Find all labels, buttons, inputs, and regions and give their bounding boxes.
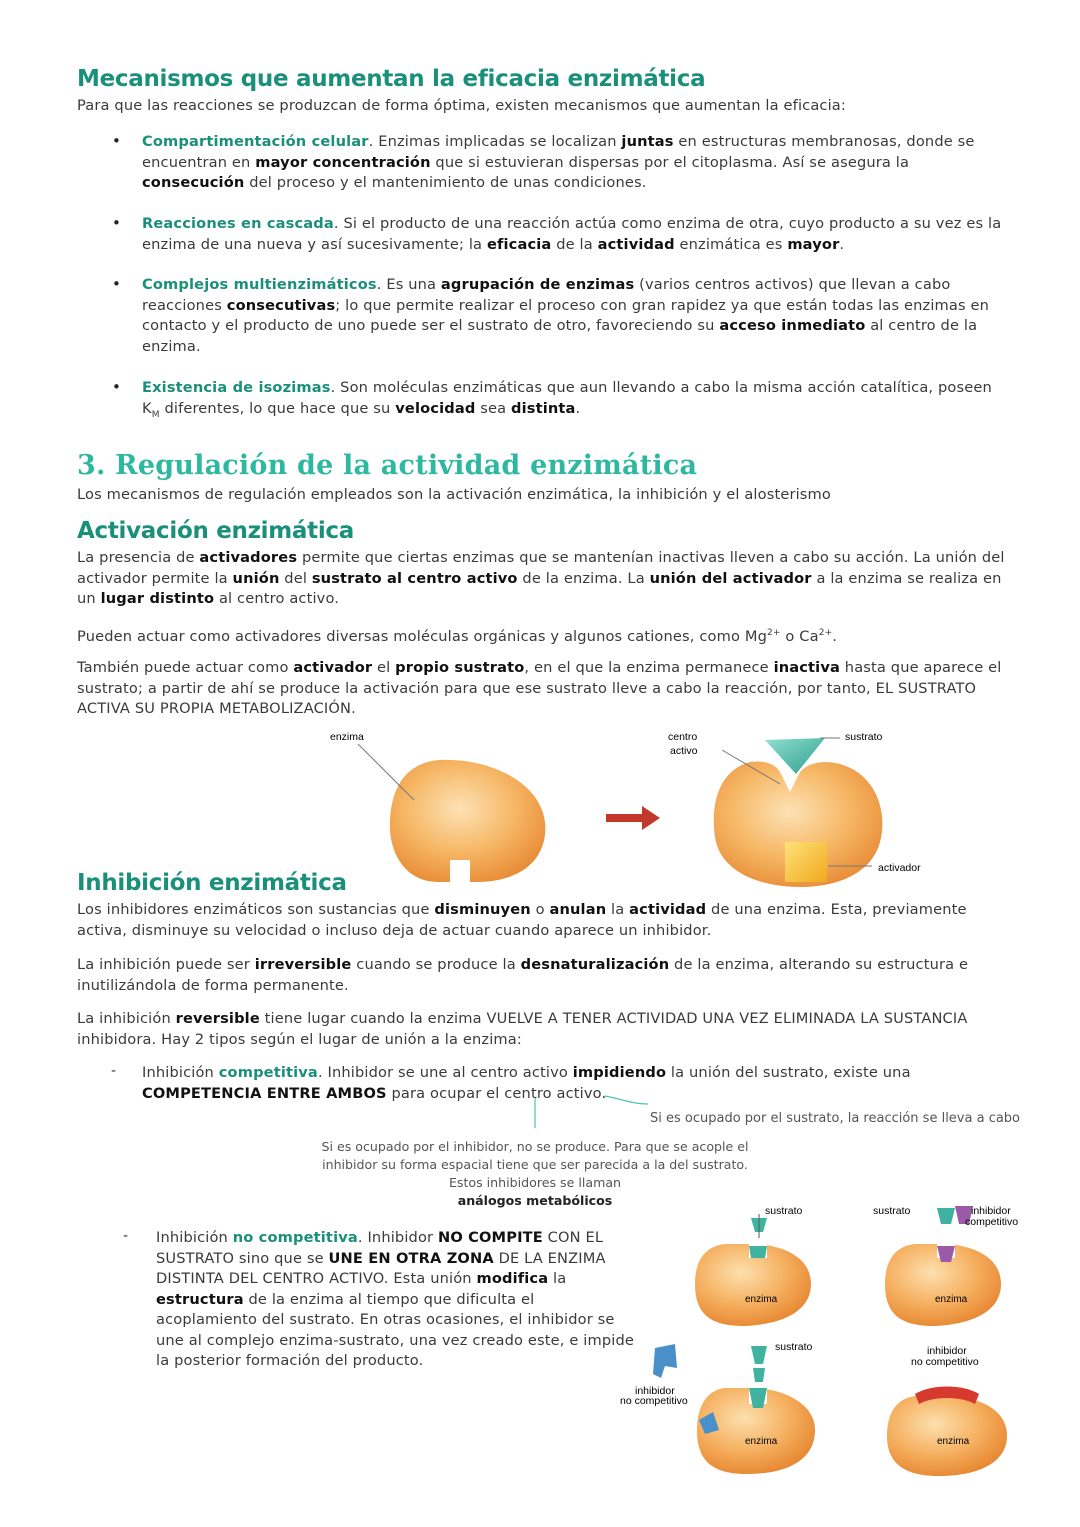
annotation-substrate-occupied: Si es ocupado por el sustrato, la reacción se lleva a cabo bbox=[649, 1111, 1021, 1126]
list-item-term: Complejos multienzimáticos bbox=[142, 276, 377, 293]
competitive-inhibition-panel bbox=[873, 1205, 1018, 1326]
label-inhibidor-2: inhibidor bbox=[635, 1385, 675, 1397]
competitive-inhibition-item: Inhibición competitiva. Inhibidor se une al centro activo impidiendo la unión del sustrato, existe una COMPETENCIA ENTRE AMBOS para ocupar el centro activo. bbox=[142, 1064, 911, 1102]
list-item-text: . Si el producto de una reacción actúa como enzima de otra, cuyo producto a su vez es la enzima de una nueva y así sucesivamente; la eficacia de la actividad enzimática es mayor. bbox=[142, 215, 1002, 253]
dash-icon: - bbox=[123, 1228, 129, 1244]
label-centro: centro bbox=[668, 731, 698, 743]
label-sustrato-2: sustrato bbox=[873, 1205, 911, 1217]
inhibicion-paragraph-1: Los inhibidores enzimáticos son sustancias que disminuyen o anulan la actividad de una enzima. Esta, previamente activa, disminuye su velocidad o incluso deja de actuar cuando aparece un inhibidor. bbox=[77, 901, 967, 939]
inactive-enzyme-shape bbox=[390, 760, 545, 882]
activator-shape bbox=[785, 842, 827, 882]
activacion-paragraph-3: También puede actuar como activador el propio sustrato, en el que la enzima permanece inactiva hasta que aparece el sustrato; a partir de ahí se produce la activación para que ese sustrato lleve a cabo la reacción, por tanto, EL SUSTRATO ACTIVA SU PROPIA METABOLIZACIÓN. bbox=[77, 659, 1002, 717]
annotation-connectors bbox=[530, 1090, 650, 1130]
intro-paragraph: Para que las reacciones se produzcan de forma óptima, existen mecanismos que aumentan la eficacia: bbox=[77, 97, 846, 114]
bullet-icon: • bbox=[112, 378, 121, 396]
list-item-term: Reacciones en cascada bbox=[142, 215, 334, 232]
label-sustrato-1: sustrato bbox=[765, 1205, 803, 1217]
label-inhibidor-3: inhibidor bbox=[927, 1345, 967, 1357]
noncompetitive-inhibition-item: Inhibición no competitiva. Inhibidor NO COMPITE CON EL SUSTRATO sino que se UNE EN OTRA ZONA DE LA ENZIMA DISTINTA DEL CENTRO ACTIVO. Esta unión modifica la estructura de la enzima al tiempo que dificulta el acoplamiento del sustrato. En otras ocasiones, el inhibidor se une al complejo enzima-sustrato, una vez creado este, e impide la posterior formación del producto. bbox=[156, 1229, 635, 1369]
enzyme-leader-line bbox=[358, 744, 414, 800]
list-item bbox=[142, 275, 1002, 357]
label-enzima-3: enzima bbox=[745, 1436, 778, 1447]
annotation-analogos-metabolicos: análogos metabólicos bbox=[457, 1193, 613, 1208]
section-title-regulacion: 3. Regulación de la actividad enzimática bbox=[77, 450, 698, 481]
label-inhibidor-1: inhibidor bbox=[971, 1205, 1011, 1217]
label-competitivo: competitivo bbox=[965, 1216, 1019, 1228]
enzyme-substrate-complex bbox=[695, 1205, 811, 1326]
list-item bbox=[142, 378, 1002, 425]
section-heading-eficacia: Mecanismos que aumentan la eficacia enzimática bbox=[77, 66, 706, 92]
list-item bbox=[142, 214, 1002, 255]
section-heading-activacion: Activación enzimática bbox=[77, 518, 354, 544]
noncompetitive-inhibition-panel bbox=[620, 1341, 815, 1474]
label-activo: activo bbox=[670, 745, 698, 757]
arrow-icon bbox=[606, 806, 660, 830]
label-sustrato-3: sustrato bbox=[775, 1341, 813, 1353]
section-heading-inhibicion: Inhibición enzimática bbox=[77, 870, 347, 896]
activacion-paragraph-1: La presencia de activadores permite que ciertas enzimas que se mantenían inactivas lleven a cabo su acción. La unión del activador permite la unión del sustrato al centro activo de la enzima. La unión del activador a la enzima se realiza en un lugar distinto al centro activo. bbox=[77, 549, 1005, 607]
activation-diagram bbox=[320, 722, 960, 898]
bullet-icon: • bbox=[112, 214, 121, 232]
bullet-icon: • bbox=[112, 275, 121, 293]
label-no-competitivo-1: no competitivo bbox=[620, 1395, 688, 1407]
activacion-paragraph-2: Pueden actuar como activadores diversas moléculas orgánicas y algunos cationes, como $Mg^{2+}$ o $Ca^{2+}$. bbox=[77, 627, 838, 645]
list-item-term: Existencia de isozimas bbox=[142, 379, 331, 396]
list-item-text: . Es una agrupación de enzimas (varios centros activos) que llevan a cabo reacciones consecutivas; lo que permite realizar el proceso con gran rapidez ya que están todas las enzimas en contacto y el producto de uno puede ser el sustrato de otro, favoreciendo su acceso inmediato al centro de la enzima. bbox=[142, 276, 990, 355]
label-no-competitivo-2: no competitivo bbox=[911, 1356, 979, 1368]
list-item-text: . Enzimas implicadas se localizan juntas en estructuras membranosas, donde se encuentran en mayor concentración que si estuvieran dispersas por el citoplasma. Así se asegura la consecución del proceso y el mantenimiento de unas condiciones. bbox=[142, 133, 975, 191]
noncompetitive-bound-panel bbox=[887, 1345, 1007, 1476]
label-enzima-2: enzima bbox=[935, 1294, 968, 1305]
regulacion-intro: Los mecanismos de regulación empleados son la activación enzimática, la inhibición y el alosterismo bbox=[77, 486, 831, 503]
list-item-text: . Son moléculas enzimáticas que aun llevando a cabo la misma acción catalítica, poseen $K_M$ diferentes, lo que hace que su velocidad sea distinta. bbox=[142, 379, 992, 420]
inhibicion-paragraph-3: La inhibición reversible tiene lugar cuando la enzima VUELVE A TENER ACTIVIDAD UNA VEZ ELIMINADA LA SUSTANCIA inhibidora. Hay 2 tipos según el lugar de unión a la enzima: bbox=[77, 1010, 968, 1048]
label-sustrato: sustrato bbox=[845, 731, 883, 743]
list-item bbox=[142, 132, 1002, 194]
inhibition-diagram bbox=[615, 1198, 1035, 1488]
inhibicion-paragraph-2: La inhibición puede ser irreversible cuando se produce la desnaturalización de la enzima, alterando su estructura e inutilizándola de forma permanente. bbox=[77, 956, 969, 994]
annotation-inhibitor-text: Si es ocupado por el inhibidor, no se produce. Para que se acople el inhibidor su forma espacial tiene que ser parecida a la del sustrato. Estos inhibidores se llaman bbox=[321, 1139, 749, 1190]
list-item-term: Compartimentación celular bbox=[142, 133, 369, 150]
label-enzima-4: enzima bbox=[937, 1436, 970, 1447]
bullet-icon: • bbox=[112, 132, 121, 150]
label-enzima-1: enzima bbox=[745, 1294, 778, 1305]
dash-icon: - bbox=[111, 1063, 117, 1079]
label-enzima: enzima bbox=[330, 731, 364, 743]
label-activador: activador bbox=[878, 862, 921, 874]
